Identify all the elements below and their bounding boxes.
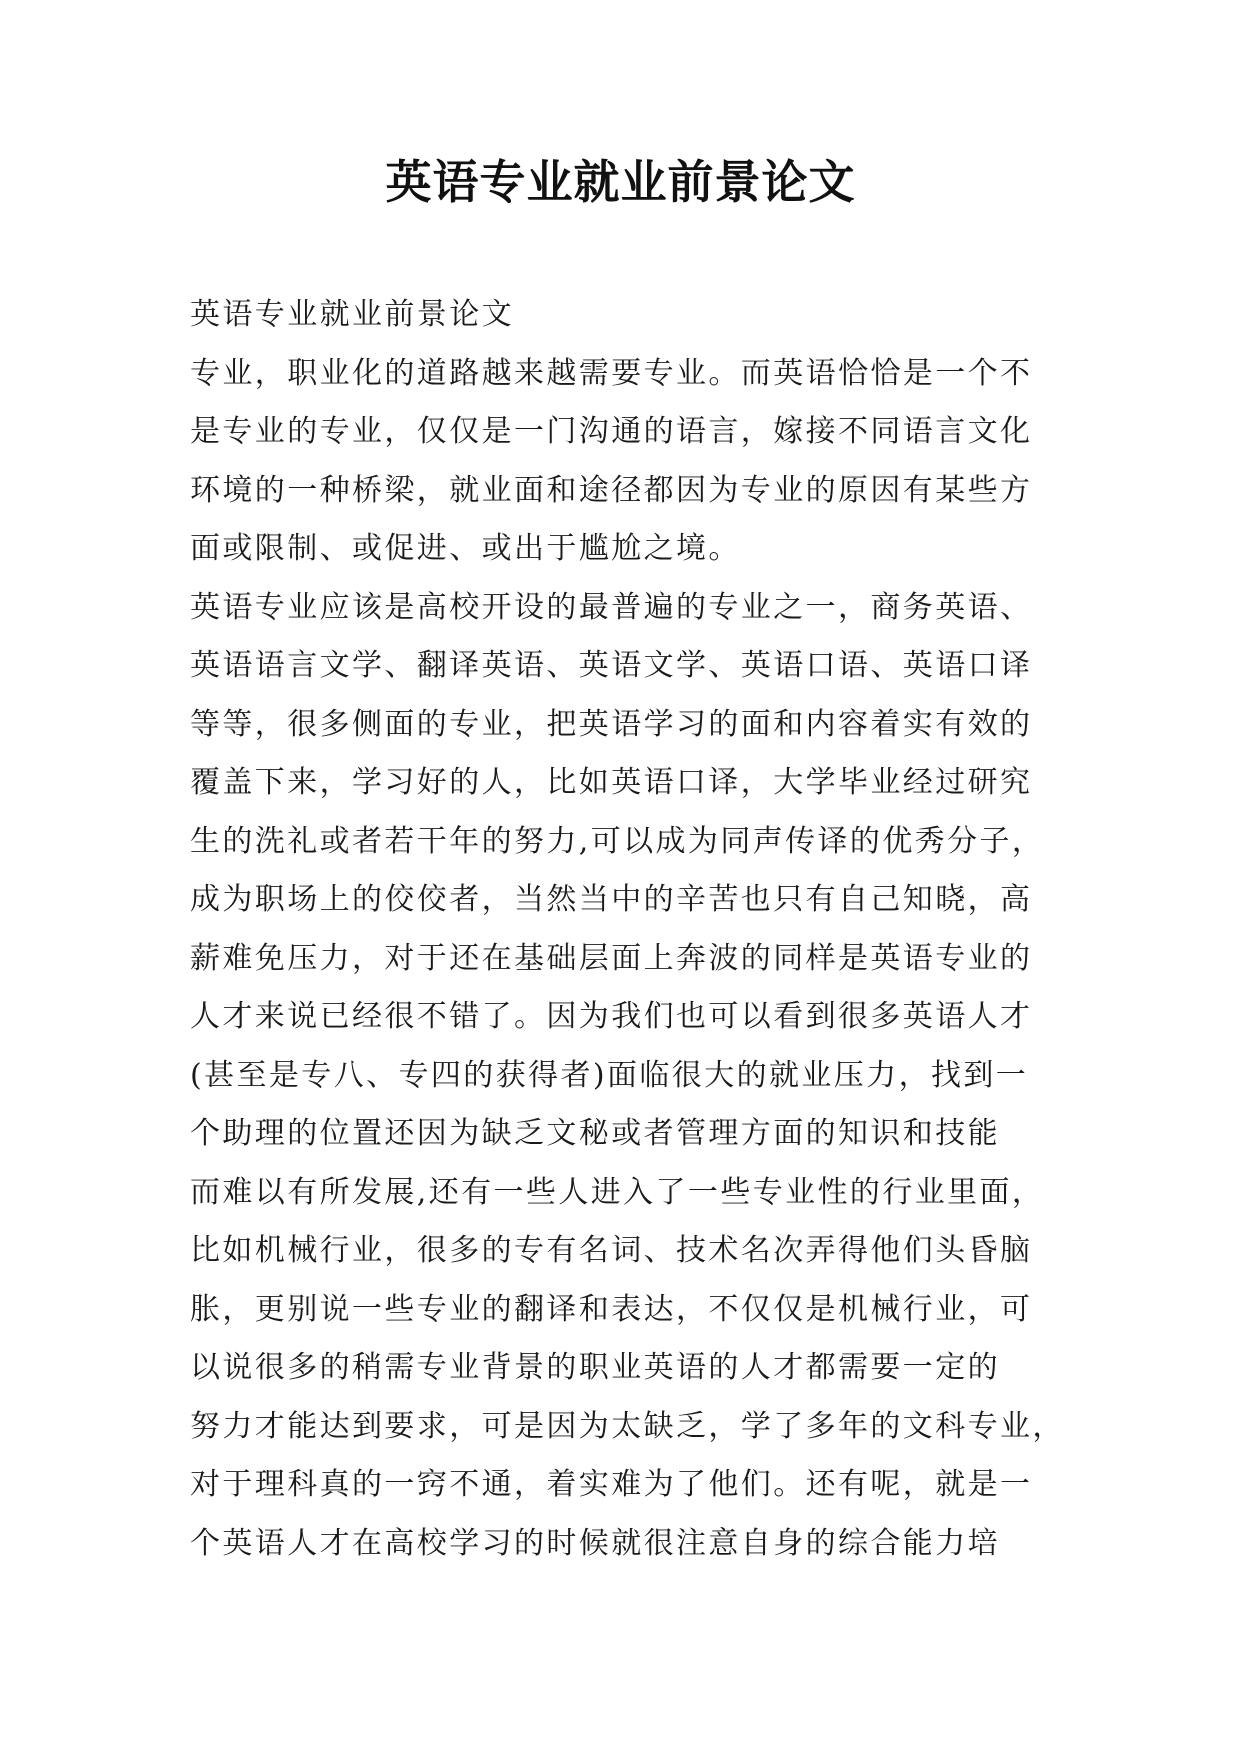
body-line: 面或限制、或促进、或出于尴尬之境。: [190, 531, 741, 566]
body-line: 人才来说已经很不错了。因为我们也可以看到很多英语人才: [190, 999, 1033, 1034]
body-line: 英语专业就业前景论文: [190, 297, 514, 332]
body-line: 环境的一种桥梁，就业面和途径都因为专业的原因有某些方: [190, 472, 1033, 508]
body-line: 对于理科真的一窍不通，着实难为了他们。还有呢，就是一: [190, 1467, 1033, 1502]
body-line: 覆盖下来，学习好的人，比如英语口译，大学毕业经过研究: [190, 765, 1033, 800]
body-line: 生的洗礼或者若干年的努力,可以成为同声传译的优秀分子，: [190, 823, 1045, 859]
body-line: 等等，很多侧面的专业，把英语学习的面和内容着实有效的: [190, 706, 1033, 742]
document-body: [190, 286, 1070, 1573]
body-line: 努力才能达到要求，可是因为太缺乏，学了多年的文科专业，: [190, 1408, 1065, 1444]
document-title: 英语专业就业前景论文: [385, 155, 856, 209]
body-line: 而难以有所发展,还有一些人进入了一些专业性的行业里面，: [190, 1174, 1045, 1210]
body-line: 个助理的位置还因为缺乏文秘或者管理方面的知识和技能: [190, 1116, 1000, 1151]
body-line: 成为职场上的佼佼者，当然当中的辛苦也只有自己知晓，高: [190, 882, 1033, 917]
body-line: 专业，职业化的道路越来越需要专业。而英语恰恰是一个不: [190, 355, 1033, 391]
body-line: 是专业的专业，仅仅是一门沟通的语言，嫁接不同语言文化: [190, 414, 1033, 449]
body-line: 薪难免压力，对于还在基础层面上奔波的同样是英语专业的: [190, 940, 1033, 976]
body-line: 比如机械行业，很多的专有名词、技术名次弄得他们头昏脑: [190, 1233, 1033, 1268]
body-line: 英语专业应该是高校开设的最普遍的专业之一，商务英语、: [190, 589, 1033, 625]
body-line: 以说很多的稍需专业背景的职业英语的人才都需要一定的: [190, 1350, 1000, 1385]
body-line: (甚至是专八、专四的获得者)面临很大的就业压力，找到一: [190, 1057, 1029, 1093]
body-line: 胀，更别说一些专业的翻译和表达，不仅仅是机械行业，可: [190, 1291, 1033, 1327]
body-line: 个英语人才在高校学习的时候就很注意自身的综合能力培: [190, 1525, 1000, 1561]
body-line: 英语语言文学、翻译英语、英语文学、英语口语、英语口译: [190, 648, 1033, 683]
